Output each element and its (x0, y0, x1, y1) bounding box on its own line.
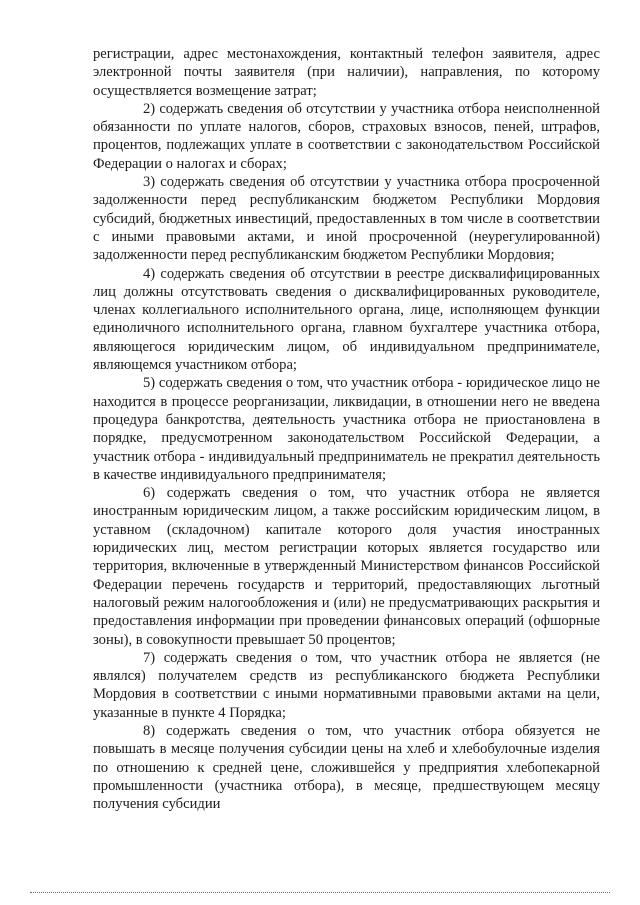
document-body (93, 45, 600, 813)
paragraph-item-7: 7) содержать сведения о том, что участник отбора не является (не являлся) получателем средств из республиканского бюджета Республики Мордовия в соответствии с иными нормативными правовыми актами на цели, указанные в пункте 4 Порядка; (93, 649, 600, 721)
paragraph-item-2: 2) содержать сведения об отсутствии у участника отбора неисполненной обязанности по уплате налогов, сборов, страховых взносов, пеней, штрафов, процентов, подлежащих уплате в соответствии с законодательством Российской Федерации о налогах и сборах; (93, 100, 600, 172)
paragraph-item-5: 5) содержать сведения о том, что участник отбора - юридическое лицо не находится в процессе реорганизации, ликвидации, в отношении него не введена процедура банкротства, деятельность участника отбора не приостановлена в порядке, предусмотренном законодательством Российской Федерации, а участник отбора - индивидуальный предприниматель не прекратил деятельность в качестве индивидуального предпринимателя; (93, 375, 600, 483)
paragraph-continuation: регистрации, адрес местонахождения, контактный телефон заявителя, адрес электронной почты заявителя (при наличии), направления, по которому осуществляется возмещение затрат; (93, 46, 600, 99)
paragraph-item-4: 4) содержать сведения об отсутствии в реестре дисквалифицированных лиц должны отсутствовать сведения о дисквалифицированных руководителе, членах коллегиального исполнительного органа, лице, исполняющем функции единоличного исполнительного органа, главном бухгалтере участника отбора, являющегося юридическим лицом, об индивидуальном предпринимателе, являющемся участником отбора; (93, 265, 600, 374)
paragraph-item-6: 6) содержать сведения о том, что участник отбора не является иностранным юридическим лицом, а также российским юридическим лицом, в уставном (складочном) капитале которого доля участия иностранных юридических лиц, местом регистрации которых является государство или территория, включенные в утвержденный Министерством финансов Российской Федерации перечень государств и территорий, предоставляющих льготный налоговый режим налогообложения и (или) не предусматривающих раскрытия и предоставления информации при проведении финансовых операций (офшорные зоны), в совокупности превышает 50 процентов; (93, 485, 600, 648)
footer-divider (30, 892, 610, 893)
paragraph-item-8: 8) содержать сведения о том, что участник отбора обязуется не повышать в месяце получения субсидии цены на хлеб и хлебобулочные изделия по отношению к средней цене, сложившейся у предприятия хлебопекарной промышленности (участника отбора), в месяце, предшествующем месяцу получения субсидии (93, 722, 600, 813)
paragraph-item-3: 3) содержать сведения об отсутствии у участника отбора просроченной задолженности перед республиканским бюджетом Республики Мордовия субсидий, бюджетных инвестиций, предоставленных в том числе в соответствии с иными правовыми актами, и иной просроченной (неурегулированной) задолженности перед республиканским бюджетом Республики Мордовия; (93, 174, 600, 264)
